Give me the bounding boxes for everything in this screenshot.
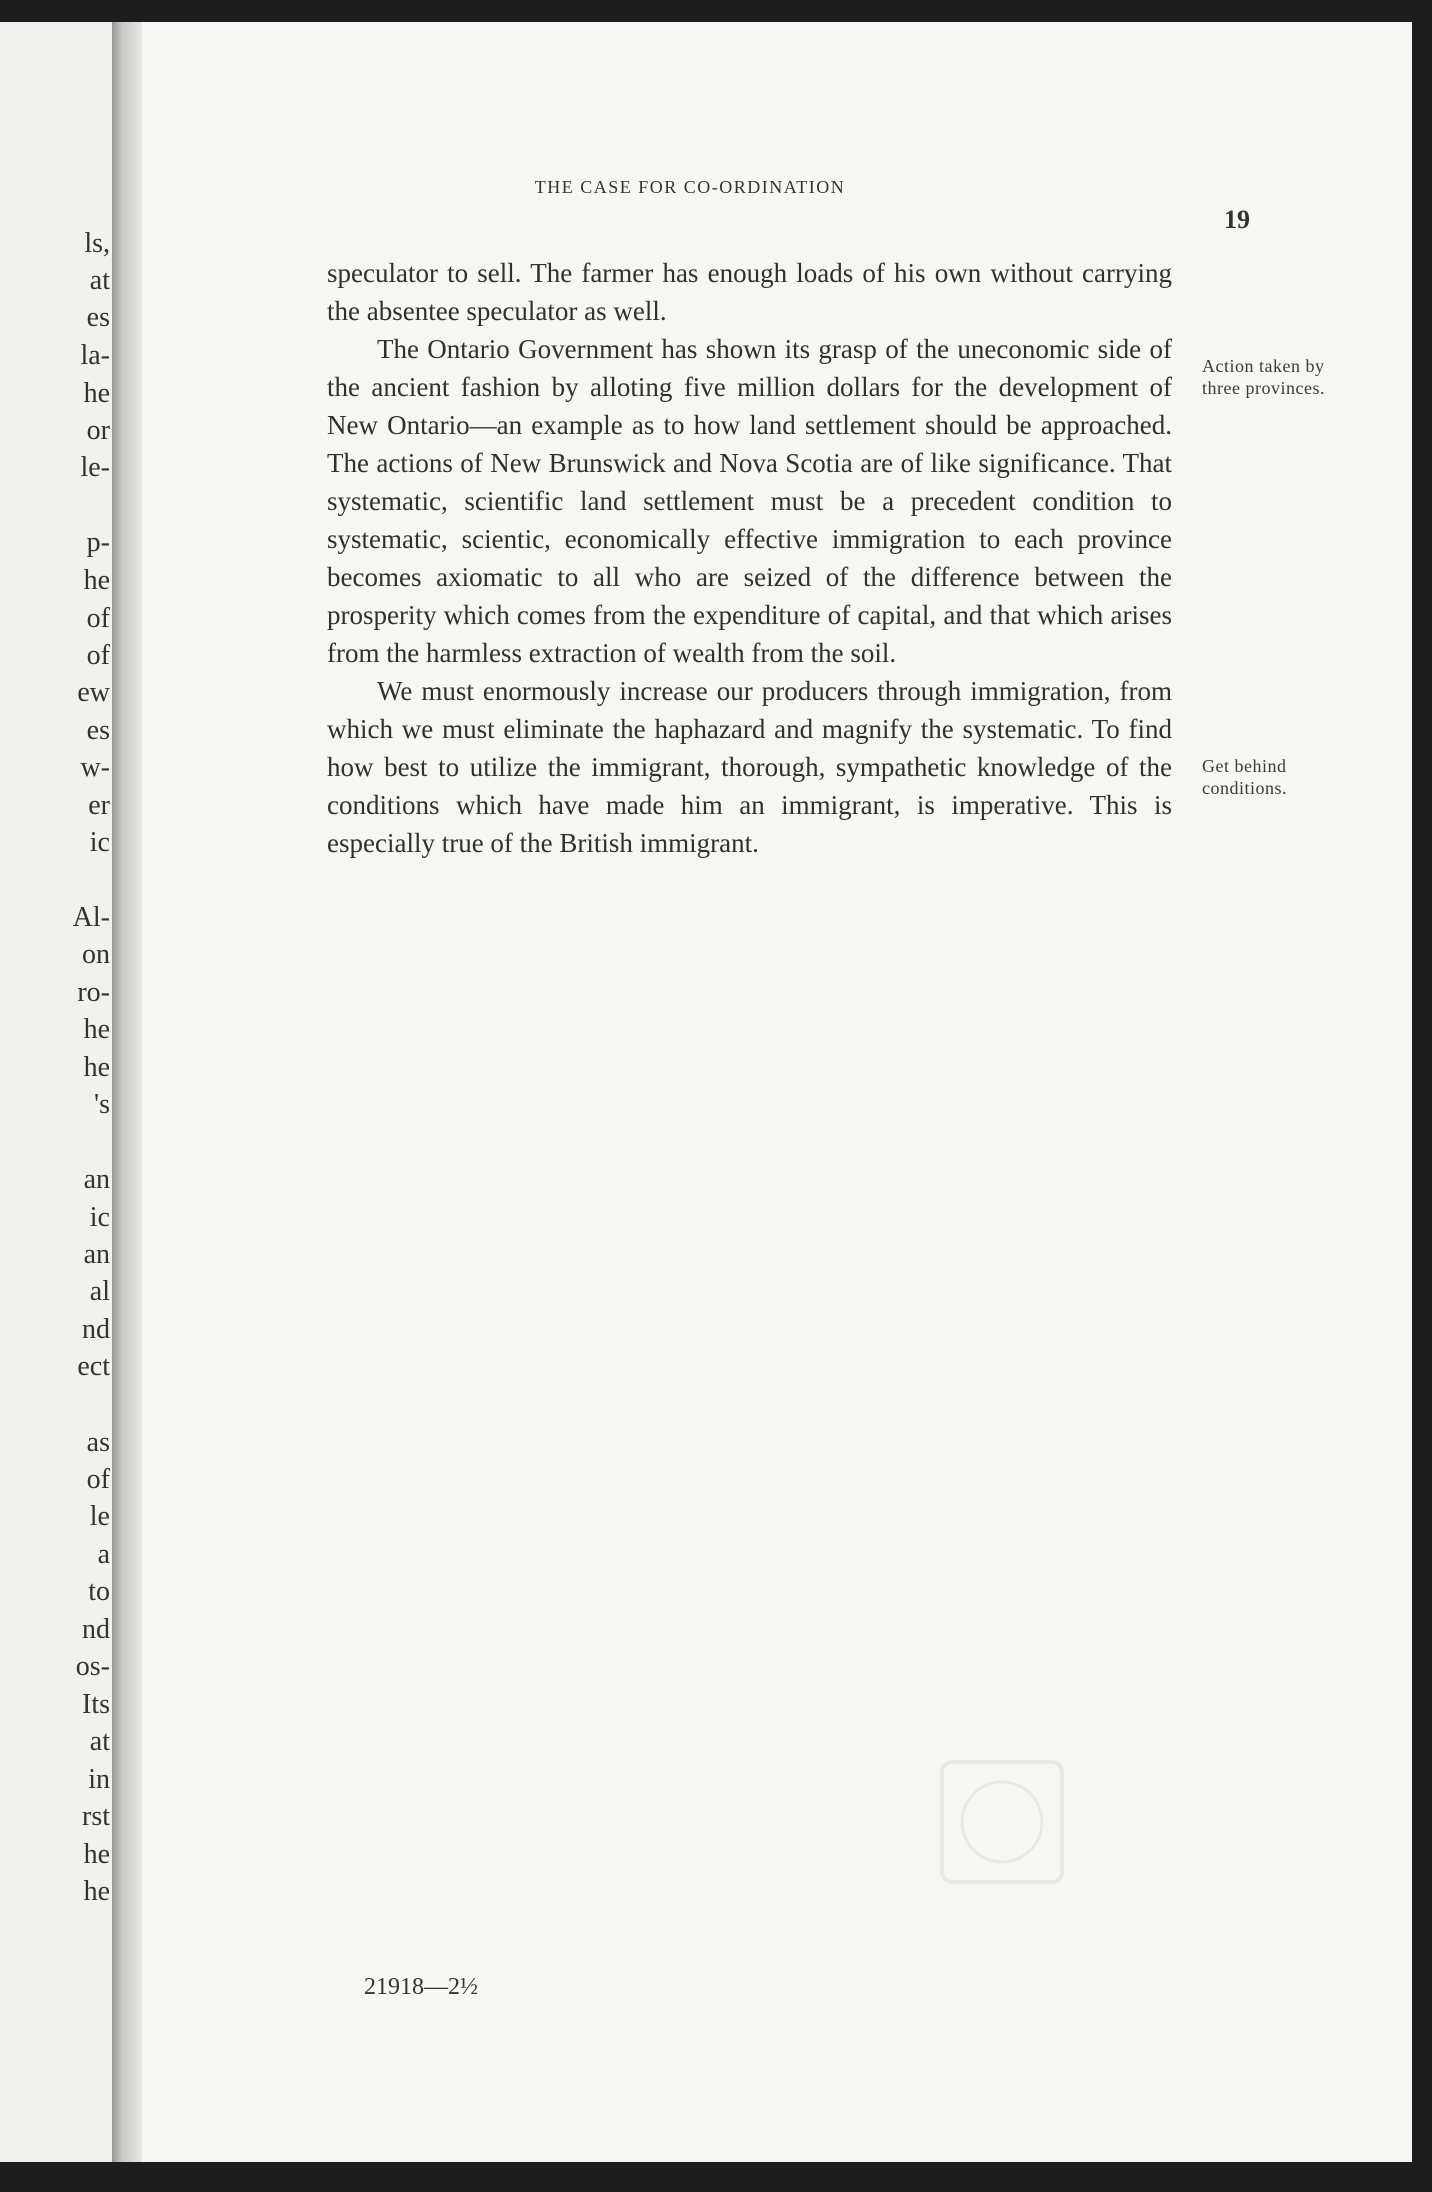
- facing-page-fragment: an: [83, 1239, 110, 1270]
- facing-page-fragment: in: [88, 1764, 110, 1795]
- facing-page-fragment: nd: [82, 1614, 110, 1645]
- facing-page-fragment: he: [83, 1052, 110, 1083]
- facing-page-fragment: ect: [77, 1351, 110, 1382]
- facing-page-fragment: he: [83, 1014, 110, 1045]
- facing-page-fragment: os-: [75, 1651, 110, 1682]
- facing-page-fragment: ro-: [77, 977, 110, 1008]
- document-page: [142, 22, 1412, 2162]
- facing-page-fragment: p-: [86, 527, 110, 558]
- facing-page-fragment: le-: [80, 452, 110, 483]
- facing-page-fragment: la-: [80, 340, 110, 371]
- facing-page-fragment: of: [86, 640, 110, 671]
- facing-page-fragment: ic: [89, 1202, 110, 1233]
- page-number: 19: [1224, 205, 1250, 234]
- running-head: THE CASE FOR CO-ORDINATION: [534, 177, 846, 197]
- margin-note: Action taken by three provinces.: [1202, 356, 1325, 398]
- facing-page-fragment: at: [89, 265, 110, 296]
- facing-page-fragment: he: [83, 1876, 110, 1907]
- facing-page-fragment: on: [82, 939, 110, 970]
- facing-page-fragment: al: [89, 1276, 110, 1307]
- facing-page-fragment: ew: [77, 677, 110, 708]
- facing-page-fragment: as: [86, 1427, 110, 1458]
- facing-page-fragment: he: [83, 1839, 110, 1870]
- facing-page-fragment: nd: [82, 1314, 110, 1345]
- facing-page-fragment: ic: [89, 827, 110, 858]
- signature-mark: 21918—2½: [364, 1974, 478, 2000]
- facing-page-fragment: w-: [80, 752, 110, 783]
- facing-page-fragment: rst: [82, 1801, 110, 1832]
- facing-page-fragment: Its: [82, 1689, 110, 1720]
- paragraph: We must enormously increase our producers through immigration, from which we must eliminate the haphazard and magnify the systematic. To find how best to utilize the immigrant, thorough, sympathetic knowledge of the conditions which have made him an immigrant, is imperative. This is especially true of the British immigrant.: [327, 676, 1172, 858]
- paragraph: The Ontario Government has shown its grasp of the uneconomic side of the ancient fashion by alloting five million dollars for the development of New Ontario—an example as to how land settlement should be approached. The actions of New Brunswick and Nova Scotia are of like significance. That systematic, scientific land settlement must be a precedent condition to systematic, scientic, economically effective immigration to each province becomes axiomatic to all who are seized of the difference between the prosperity which comes from the expenditure of capital, and that which arises from the harmless extraction of wealth from the soil.: [327, 334, 1172, 668]
- facing-page-fragment: Al-: [72, 902, 110, 933]
- facing-page-fragment: or: [86, 415, 110, 446]
- facing-page-fragment: at: [89, 1726, 110, 1757]
- facing-page-left: [0, 22, 112, 2162]
- margin-note: Get behind conditions.: [1202, 756, 1287, 798]
- book-gutter: [112, 22, 142, 2162]
- body-text: [327, 254, 1172, 862]
- facing-page-fragment: le: [89, 1501, 110, 1532]
- facing-page-fragment: ls,: [84, 228, 110, 259]
- facing-page-fragment: to: [88, 1576, 110, 1607]
- facing-page-fragment: 's: [94, 1089, 110, 1120]
- facing-page-fragment: of: [86, 1464, 110, 1495]
- facing-page-fragment: es: [86, 715, 110, 746]
- facing-page-fragment: an: [83, 1164, 110, 1195]
- library-stamp: [922, 1742, 1082, 1902]
- facing-page-fragment: he: [83, 378, 110, 409]
- facing-page-fragment: es: [86, 302, 110, 333]
- facing-page-fragment: a: [97, 1539, 110, 1570]
- facing-page-fragment: er: [88, 790, 110, 821]
- facing-page-fragment: of: [86, 603, 110, 634]
- facing-page-fragment: he: [83, 565, 110, 596]
- paragraph: speculator to sell. The farmer has enough loads of his own without carrying the absentee speculator as well.: [327, 258, 1172, 326]
